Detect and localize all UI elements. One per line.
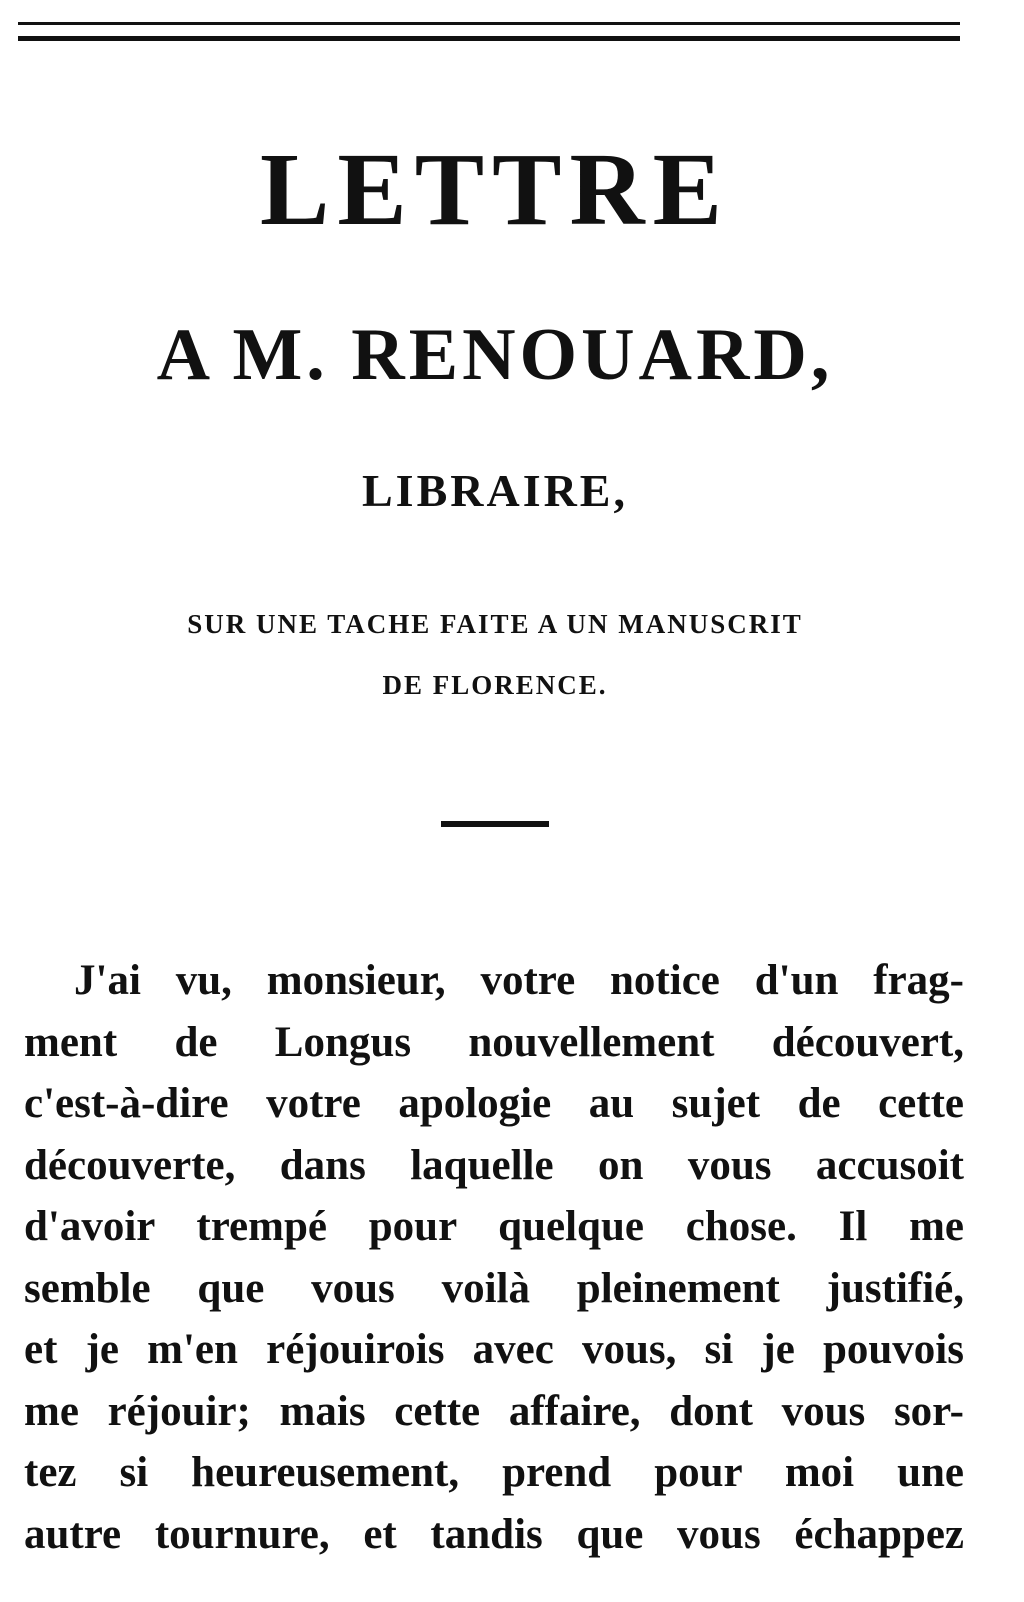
- body-line: tez si heureusement, prend pour moi une: [24, 1449, 964, 1496]
- body-line: c'est-à-dire votre apologie au sujet de cette: [24, 1080, 964, 1127]
- profession-heading: LIBRAIRE,: [361, 465, 628, 516]
- body-line: ment de Longus nouvellement découvert,: [24, 1018, 964, 1066]
- body-line: et je m'en réjouirois avec vous, si je pouvois: [24, 1326, 964, 1373]
- top-rule-thin: [18, 22, 960, 25]
- body-line: autre tournure, et tandis que vous échappez: [24, 1510, 964, 1558]
- top-rule-thick: [18, 36, 960, 41]
- body-line: découverte, dans laquelle on vous accusoit: [24, 1141, 964, 1189]
- body-line: semble que vous voilà pleinement justifié,: [24, 1264, 964, 1312]
- section-divider: [441, 821, 549, 827]
- body-paragraph: [24, 950, 964, 1565]
- body-line: d'avoir trempé pour quelque chose. Il me: [24, 1203, 964, 1250]
- body-line: me réjouir; mais cette affaire, dont vous sor-: [24, 1387, 964, 1435]
- addressee-heading: A M. RENOUARD,: [156, 314, 834, 396]
- page-title: LETTRE: [260, 132, 730, 247]
- subtitle-line-1: SUR UNE TACHE FAITE A UN MANUSCRIT: [187, 609, 803, 639]
- body-line: J'ai vu, monsieur, votre notice d'un frag-: [74, 957, 964, 1004]
- subtitle-line-2: DE FLORENCE.: [382, 670, 608, 700]
